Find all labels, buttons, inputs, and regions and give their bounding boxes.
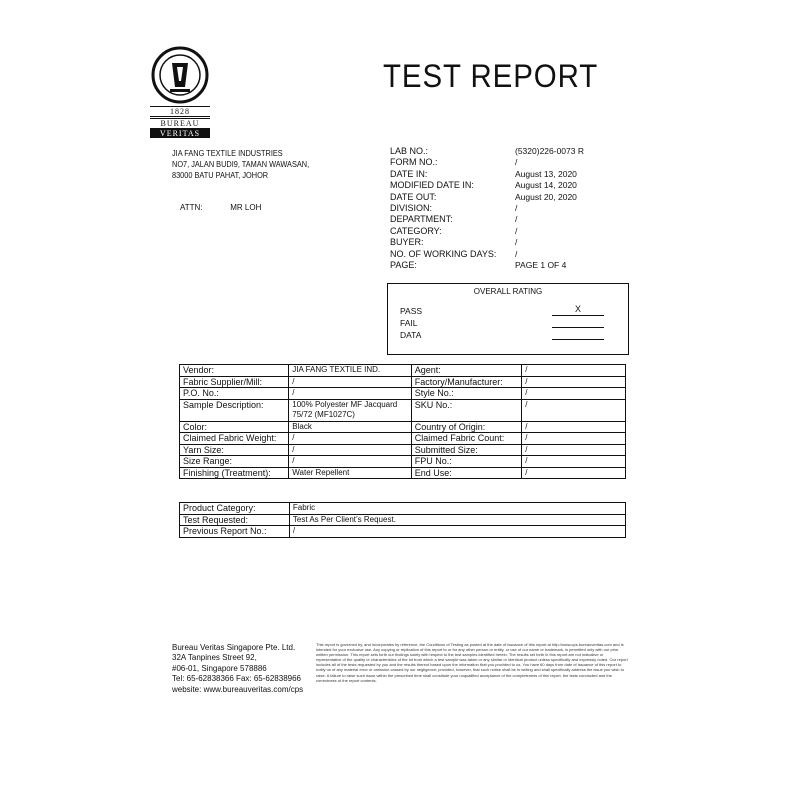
info-label: BUYER: [390,237,424,248]
info-label: DATE IN: [390,168,428,179]
info-row [390,226,635,237]
table-row [180,514,626,526]
info-value: / [515,237,518,248]
test-request-table [179,502,626,538]
rating-header: OVERALL RATING [473,287,543,296]
info-row [390,249,635,260]
field-value: / [522,444,626,456]
field-value: / [522,456,626,468]
field-label: Claimed Fabric Weight: [180,433,289,445]
info-label: NO. OF WORKING DAYS: [390,248,497,259]
info-value: August 20, 2020 [515,191,577,202]
rating-pass-label: PASS [400,306,423,316]
pass-mark: X [575,304,582,314]
logo-text-veritas: VERITAS [150,129,210,138]
address-line: 83000 BATU PAHAT, JOHOR [172,171,269,180]
table-row [180,399,626,421]
logo-year: 1828 [150,106,210,117]
info-label: FORM NO.: [390,157,438,168]
fail-line [552,327,604,328]
info-value: (5320)226-0073 R [515,146,584,156]
info-label: DATE OUT: [390,191,437,202]
table-row [180,376,626,388]
table-row [180,456,626,468]
field-label: Previous Report No.: [180,526,290,538]
field-label: Finishing (Treatment): [180,467,289,479]
info-label: PAGE: [390,260,417,271]
info-value: / [515,157,518,168]
field-value: Test As Per Client’s Request. [289,514,625,526]
info-value: / [515,203,518,214]
company-line: #06-01, Singapore 578886 [172,663,267,673]
field-value: / [522,399,626,421]
field-label: Color: [180,421,289,433]
field-label: Claimed Fabric Count: [411,433,521,445]
field-label: Product Category: [180,503,290,515]
data-line [552,339,604,340]
bureau-veritas-logo [150,45,210,138]
field-label: Style No.: [411,388,521,400]
info-row [390,180,635,191]
field-label: End Use: [411,467,521,479]
company-address [172,643,303,695]
field-label: Submitted Size: [411,444,521,456]
overall-rating-box [387,283,629,355]
info-value: August 14, 2020 [515,180,577,191]
info-label: DIVISION: [390,203,433,214]
address-line: NO7, JALAN BUDI9, TAMAN WAWASAN, [172,160,310,169]
table-row [180,388,626,400]
table-row [180,503,626,515]
field-label: Vendor: [180,365,289,377]
report-info [390,146,635,271]
company-line: 32A Tanpines Street 92, [172,653,257,663]
info-row [390,214,635,225]
field-value: Fabric [289,503,625,515]
disclaimer-text: This report is governed by, and incorporates by reference, the Conditions of Testing as posted at the date of issuance of this report at http://www.cps.bureauveritas.com and is intended for your exclusive use. Any copying or replication of this report to or for any other person or entity, or use of our name or trademark, is permitted only with our prior written permission. This report sets forth our findings solely with respect to the test samples identified herein. The results set forth in this report are not indicative or representative of the quality or characteristics of the lot from which a test sample was taken or any similar or identical product unless specifically and expressly noted. Our report includes all of the tests requested by you and the results thereof based upon the information that you provided to us. You have 60 days from date of issuance of this report to notify us of any material error or omission caused by our negligence; provided, however, that such notice shall be in writing and shall specifically address the issue you wish to raise. A failure to raise such issue within the prescribed time shall constitute your unqualified acceptance of the completeness of this report, the tests conducted and the correctness of the report contents. [316,642,628,683]
field-value: / [522,467,626,479]
info-row [390,203,635,214]
info-label: MODIFIED DATE IN: [390,180,474,191]
info-value: August 13, 2020 [515,168,577,179]
info-row [390,157,635,168]
field-value: / [289,456,411,468]
field-value: / [289,526,625,538]
field-label: Test Requested: [180,514,290,526]
field-label: Country of Origin: [411,421,521,433]
info-value: / [515,248,518,259]
seal-icon [150,45,210,105]
company-line: Bureau Veritas Singapore Pte. Ltd. [172,643,296,652]
attn-label: ATTN: [180,203,203,212]
logo-text-bureau: BUREAU [150,118,210,129]
company-line: Tel: 65-62838366 Fax: 65-62838966 [172,674,301,684]
pass-line [552,315,604,316]
field-value: / [289,444,411,456]
field-label: Size Range: [180,456,289,468]
field-value: / [522,388,626,400]
field-label: Factory/Manufacturer: [411,376,521,388]
company-line: website: www.bureauveritas.com/cps [172,684,304,694]
field-label: P.O. No.: [180,388,289,400]
rating-fail-label: FAIL [400,318,418,328]
field-value: / [522,433,626,445]
field-value: / [522,376,626,388]
field-label: Sample Description: [180,399,289,421]
client-address [172,148,309,181]
info-row [390,192,635,203]
info-value: / [515,225,518,236]
attention [180,203,261,212]
table-row [180,444,626,456]
field-value: / [289,376,411,388]
field-value: / [289,388,411,400]
report-title: TEST REPORT [383,58,599,94]
table-row [180,526,626,538]
address-line: JIA FANG TEXTILE INDUSTRIES [172,149,283,158]
table-row [180,421,626,433]
field-value: / [522,421,626,433]
sample-details-table [179,364,626,479]
field-value: / [522,365,626,377]
info-label: CATEGORY: [390,225,442,236]
table-row [180,365,626,377]
info-row [390,146,635,157]
info-label: DEPARTMENT: [390,214,453,225]
field-value: Black [289,421,411,433]
table-row [180,467,626,479]
field-label: FPU No.: [411,456,521,468]
field-label: Fabric Supplier/Mill: [180,376,289,388]
field-label: Yarn Size: [180,444,289,456]
info-value: / [515,214,518,225]
info-value: PAGE 1 OF 4 [515,260,567,271]
rating-data-label: DATA [400,330,422,340]
field-value: 100% Polyester MF Jacquard 75/72 (MF1027C) [289,399,411,421]
table-row [180,433,626,445]
attn-value: MR LOH [230,203,262,212]
field-label: Agent: [411,365,521,377]
field-value: JIA FANG TEXTILE IND. [289,365,411,377]
info-label: LAB NO.: [390,146,429,156]
info-row [390,260,635,271]
field-label: SKU No.: [411,399,521,421]
info-row [390,237,635,248]
info-row [390,169,635,180]
field-value: / [289,433,411,445]
field-value: Water Repellent [289,467,411,479]
